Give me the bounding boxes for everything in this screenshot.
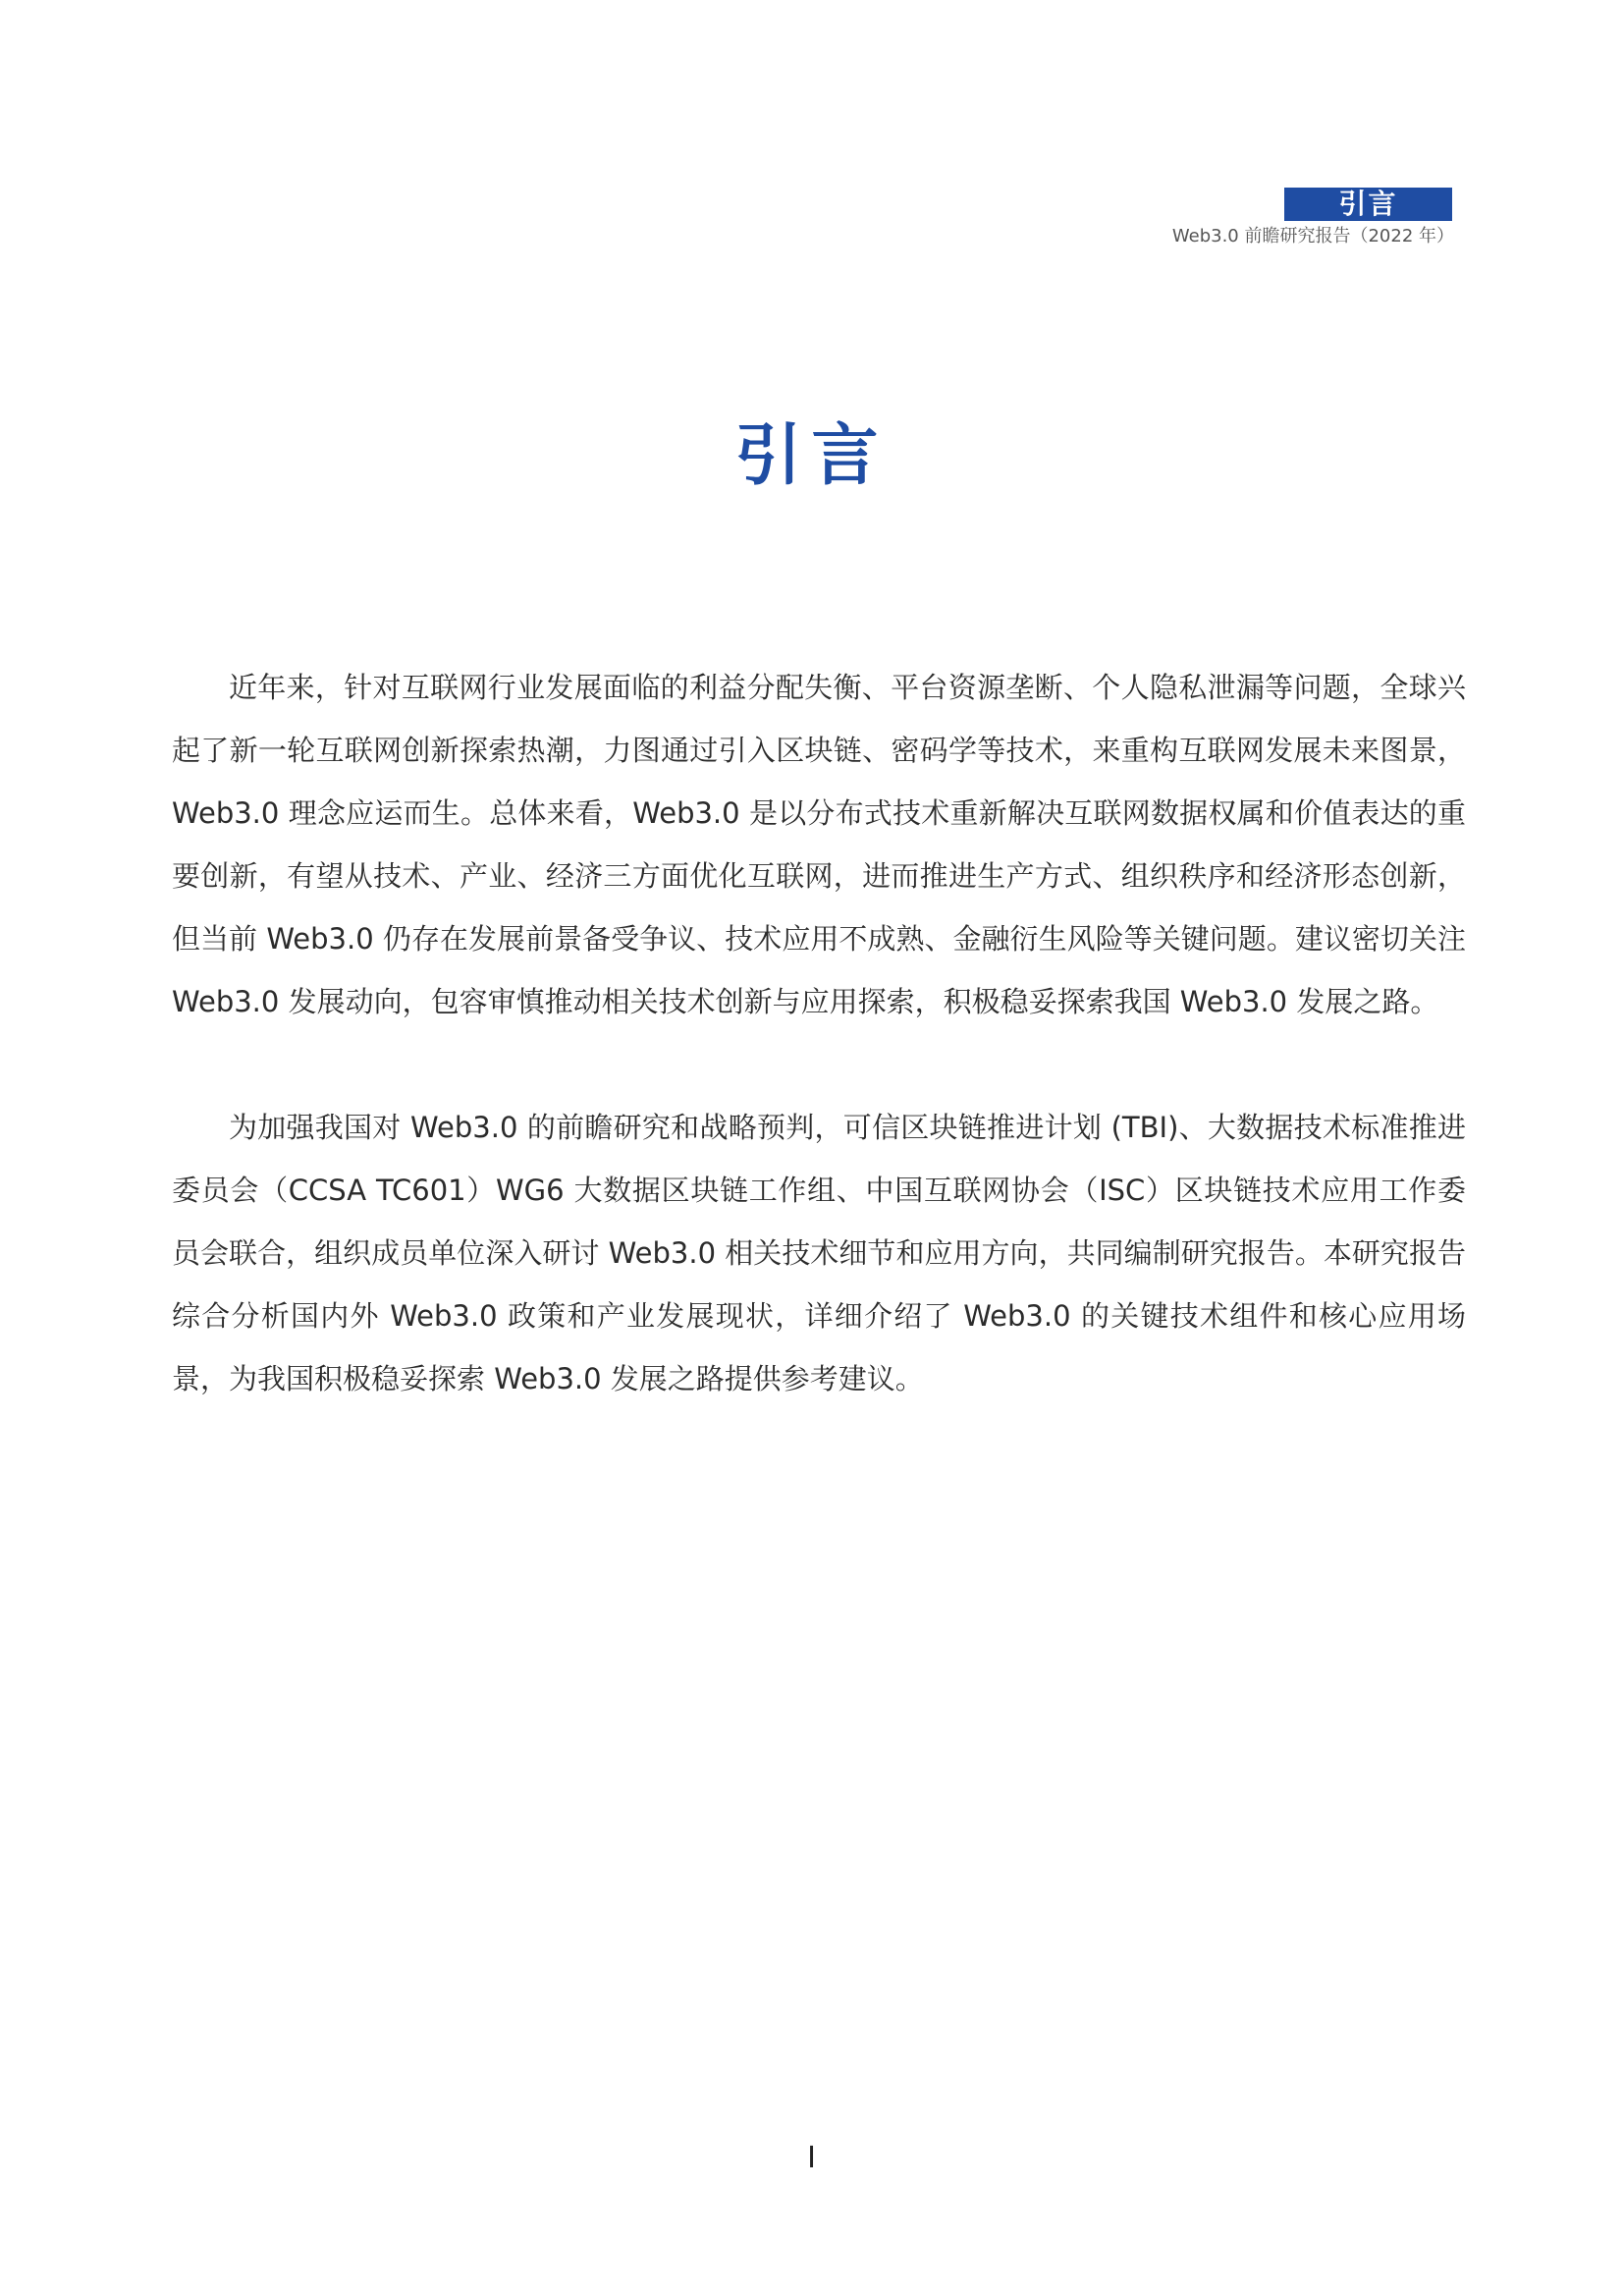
page-title: 引言 xyxy=(734,417,889,495)
page-number: I xyxy=(807,2141,816,2175)
section-tab: 引言 xyxy=(1284,188,1452,221)
body-text xyxy=(172,656,1466,1410)
paragraph: 近年来，针对互联网行业发展面临的利益分配失衡、平台资源垄断、个人隐私泄漏等问题，全球兴起了新一轮互联网创新探索热潮，力图通过引入区块链、密码学等技术，来重构互联网发展未来图景，Web3.0 理念应运而生。总体来看，Web3.0 是以分布式技术重新解决互联网数据权属和价值表达的重要创新，有望从技术、产业、经济三方面优化互联网，进而推进生产方式、组织秩序和经济形态创新，但当前 Web3.0 仍存在发展前景备受争议、技术应用不成熟、金融衍生风险等关键问题。建议密切关注 Web3.0 发展动向，包容审慎推动相关技术创新与应用探索，积极稳妥探索我国 Web3.0 发展之路。 xyxy=(172,671,1466,1018)
report-title: Web3.0 前瞻研究报告（2022 年） xyxy=(1171,226,1454,246)
paragraph: 为加强我国对 Web3.0 的前瞻研究和战略预判，可信区块链推进计划 (TBI)、大数据技术标准推进委员会（CCSA TC601）WG6 大数据区块链工作组、中国互联网协会（ISC）区块链技术应用工作委员会联合，组织成员单位深入研讨 Web3.0 相关技术细节和应用方向，共同编制研究报告。本研究报告综合分析国内外 Web3.0 政策和产业发展现状，详细介绍了 Web3.0 的关键技术组件和核心应用场景，为我国积极稳妥探索 Web3.0 发展之路提供参考建议。 xyxy=(172,1111,1466,1395)
